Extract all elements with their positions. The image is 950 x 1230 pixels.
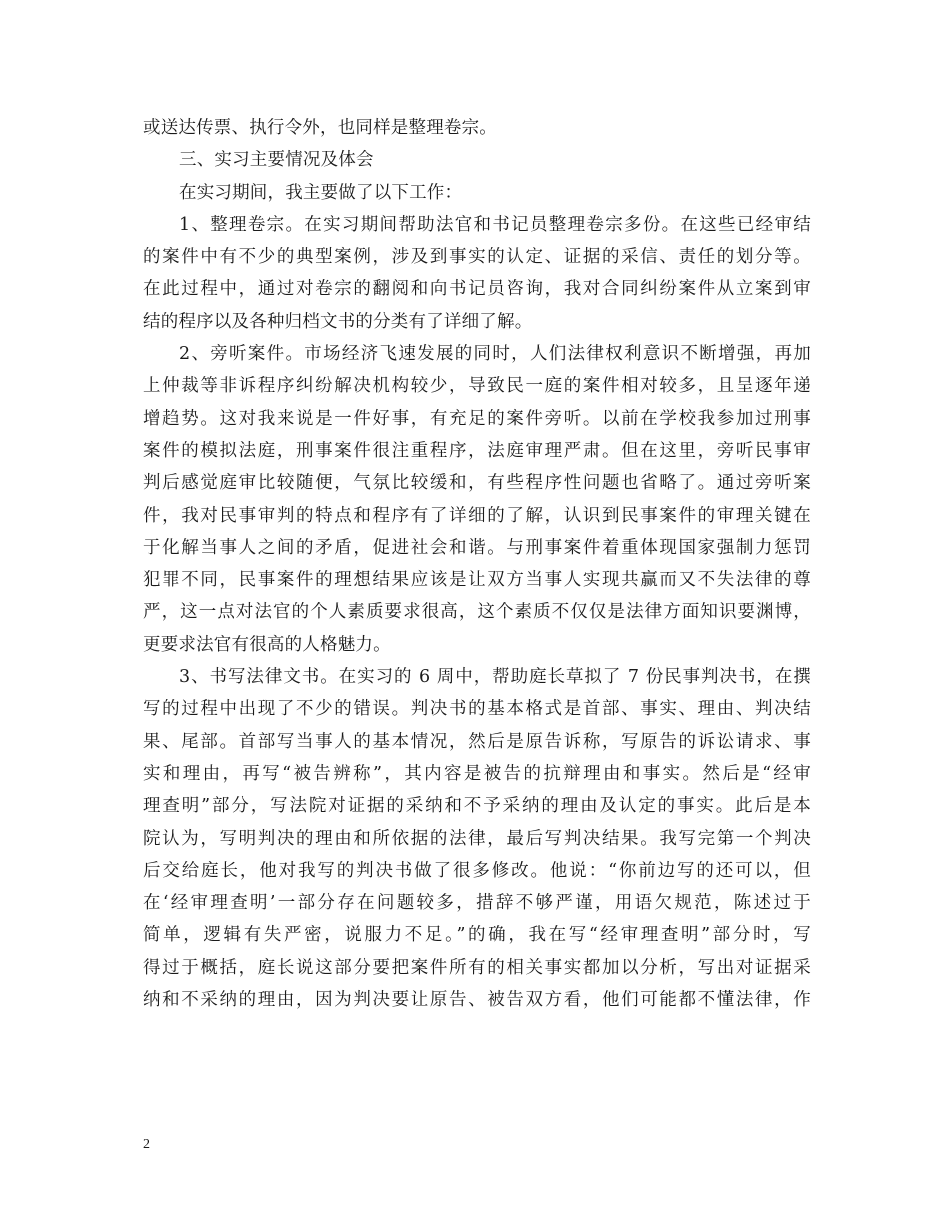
text-line: 判后感觉庭审比较随便，气氛比较缓和，有些程序性问题也省略了。通过旁听案 <box>143 473 811 494</box>
text-line: 在实习期间，我主要做了以下工作： <box>179 182 463 203</box>
text-line: 3、书写法律文书。在实习的 6 周中，帮助庭长草拟了 7 份民事判决书，在撰 <box>179 667 811 688</box>
text-line: 2、旁听案件。市场经济飞速发展的同时，人们法律权利意识不断增强，再加 <box>179 344 811 365</box>
text-line: 院认为，写明判决的理由和所依据的法律，最后写判决结果。我写完第一个判决 <box>143 828 811 849</box>
text-line: 纳和不采纳的理由，因为判决要让原告、被告双方看，他们可能都不懂法律，作 <box>143 990 811 1011</box>
text-line: 结的程序以及各种归档文书的分类有了详细了解。 <box>143 311 533 332</box>
page-number: 2 <box>143 1137 150 1152</box>
text-line: 理查明”部分，写法院对证据的采纳和不予采纳的理由及认定的事实。此后是本 <box>143 796 811 817</box>
text-line: 的案件中有不少的典型案例，涉及到事实的认定、证据的采信、责任的划分等。 <box>143 247 811 268</box>
text-line: 犯罪不同，民事案件的理想结果应该是让双方当事人实现共赢而又不失法律的尊 <box>143 570 811 591</box>
text-line: 严，这一点对法官的个人素质要求很高，这个素质不仅仅是法律方面知识要渊博， <box>143 602 811 623</box>
text-line: 写的过程中出现了不少的错误。判决书的基本格式是首部、事实、理由、判决结 <box>143 699 811 720</box>
text-line: 果、尾部。首部写当事人的基本情况，然后是原告诉称，写原告的诉讼请求、事 <box>143 731 811 752</box>
text-line: 件，我对民事审判的特点和程序有了详细的了解，认识到民事案件的审理关键在 <box>143 505 811 526</box>
text-line: 后交给庭长，他对我写的判决书做了很多修改。他说：“你前边写的还可以，但 <box>143 860 811 881</box>
text-line: 或送达传票、执行令外，也同样是整理卷宗。 <box>143 118 497 138</box>
text-line: 于化解当事人之间的矛盾，促进社会和谐。与刑事案件着重体现国家强制力惩罚 <box>143 537 811 558</box>
text-line: 增趋势。这对我来说是一件好事，有充足的案件旁听。以前在学校我参加过刑事 <box>143 408 811 429</box>
text-line: 实和理由，再写“被告辨称”，其内容是被告的抗辩理由和事实。然后是“经审 <box>143 763 811 784</box>
text-line: 1、整理卷宗。在实习期间帮助法官和书记员整理卷宗多份。在这些已经审结 <box>179 214 811 235</box>
text-line: 在此过程中，通过对卷宗的翻阅和向书记员咨询，我对合同纠纷案件从立案到审 <box>143 279 811 300</box>
text-line: 上仲裁等非诉程序纠纷解决机构较少，导致民一庭的案件相对较多，且呈逐年递 <box>143 376 811 397</box>
text-line: 三、实习主要情况及体会 <box>179 150 374 171</box>
text-line: 得过于概括，庭长说这部分要把案件所有的相关事实都加以分析，写出对证据采 <box>143 957 811 978</box>
text-line: 更要求法官有很高的人格魅力。 <box>143 634 391 655</box>
text-line: 简单，逻辑有失严密，说服力不足。”的确，我在写“经审理查明”部分时，写 <box>143 925 811 946</box>
text-line: 在‘经审理查明’一部分存在问题较多，措辞不够严谨，用语欠规范，陈述过于 <box>143 893 811 914</box>
document-body <box>143 112 811 1016</box>
text-line: 案件的模拟法庭，刑事案件很注重程序，法庭审理严肃。但在这里，旁听民事审 <box>143 440 811 461</box>
